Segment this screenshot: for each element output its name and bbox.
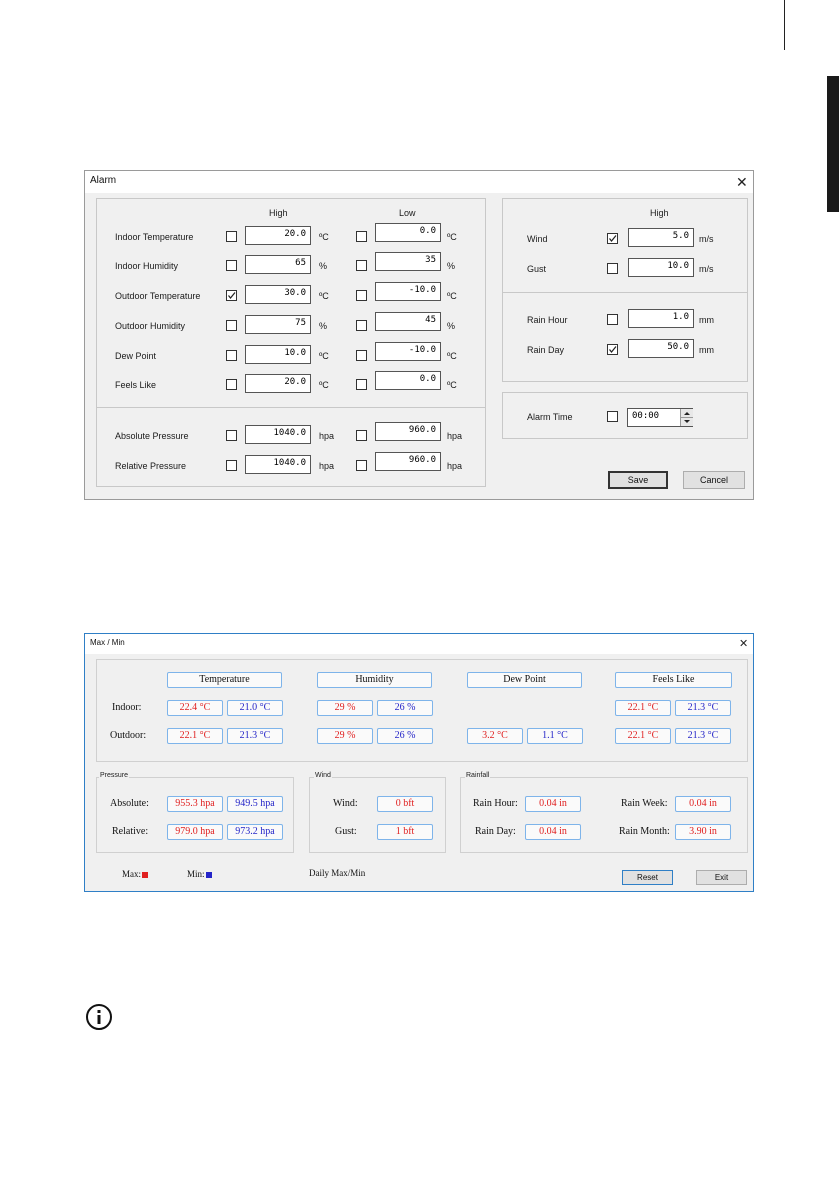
- indoor-temperature-low-value: 0.0: [419, 226, 436, 236]
- max-legend: [122, 869, 148, 879]
- indoor-humidity-high-checkbox[interactable]: [226, 260, 237, 271]
- indoor-temperature-low-input[interactable]: [375, 223, 441, 242]
- reset-button[interactable]: Reset: [622, 870, 673, 885]
- dew-point-high-value: 10.0: [284, 348, 306, 358]
- indoor-humidity-high-value: 65: [295, 258, 306, 268]
- daily-maxmin-mode[interactable]: Daily Max/Min: [309, 868, 366, 878]
- outdoor-dewpoint-min: 1.1 °C: [527, 728, 583, 744]
- rainfall-group-title: Rainfall: [466, 772, 490, 779]
- feels-like-low-unit: ºC: [447, 380, 457, 390]
- maxmin-titlebar: [85, 634, 753, 654]
- dew-point-low-unit: ºC: [447, 351, 457, 361]
- relative-pressure-low-unit: hpa: [447, 461, 463, 471]
- temperature-header: Temperature: [167, 672, 282, 688]
- feels-like-high-unit: ºC: [319, 380, 329, 390]
- rain-week-label: Rain Week:: [621, 798, 668, 809]
- max-color-swatch: [142, 872, 148, 878]
- rain-day-unit: mm: [699, 345, 714, 355]
- wind-input[interactable]: [628, 228, 694, 247]
- absolute-pressure-low-value: 960.0: [408, 425, 436, 435]
- rainfall-group: [460, 777, 748, 853]
- dew-point-low-value: -10.0: [408, 345, 436, 355]
- outdoor-temperature-high-input[interactable]: [245, 285, 311, 304]
- outdoor-humidity-high-checkbox[interactable]: [226, 320, 237, 331]
- high-column-header: High: [269, 208, 288, 218]
- rain-month-label: Rain Month:: [619, 826, 670, 837]
- rain-day-input[interactable]: [628, 339, 694, 358]
- absolute-pressure-high-value: 1040.0: [273, 428, 306, 438]
- absolute-pressure-min: 949.5 hpa: [227, 796, 283, 812]
- wind-max: 0 bft: [377, 796, 433, 812]
- dew-point-high-checkbox[interactable]: [226, 350, 237, 361]
- relative-pressure-min: 973.2 hpa: [227, 824, 283, 840]
- outdoor-feels-min: 21.3 °C: [675, 728, 731, 744]
- rain-hour-checkbox[interactable]: [607, 314, 618, 325]
- gust-unit: m/s: [699, 264, 714, 274]
- outdoor-temperature-label: Outdoor Temperature: [115, 291, 201, 301]
- wind-checkbox[interactable]: [607, 233, 618, 244]
- max-legend-label: Max:: [122, 869, 141, 879]
- alarm-time-value: 00:00: [632, 411, 660, 421]
- rain-day-checkbox[interactable]: [607, 344, 618, 355]
- close-icon[interactable]: ✕: [739, 638, 749, 650]
- outdoor-temperature-high-unit: ºC: [319, 291, 329, 301]
- outdoor-humidity-low-unit: %: [447, 321, 456, 331]
- outdoor-temperature-low-checkbox[interactable]: [356, 290, 367, 301]
- save-button[interactable]: Save: [608, 471, 668, 489]
- rain-day-value: 50.0: [667, 342, 689, 352]
- outdoor-temperature-low-value: -10.0: [408, 285, 436, 295]
- dew-point-label: Dew Point: [115, 351, 157, 361]
- feels-like-low-checkbox[interactable]: [356, 379, 367, 390]
- alarm-dialog: [84, 170, 754, 500]
- indoor-humidity-low-input[interactable]: [375, 252, 441, 271]
- indoor-temp-max: 22.4 °C: [167, 700, 223, 716]
- absolute-pressure-label: Absolute Pressure: [115, 431, 189, 441]
- relative-pressure-max: 979.0 hpa: [167, 824, 223, 840]
- indoor-feels-min: 21.3 °C: [675, 700, 731, 716]
- spinner-arrows-icon: [681, 409, 693, 426]
- cancel-button[interactable]: Cancel: [683, 471, 745, 489]
- feels-like-label: Feels Like: [115, 380, 157, 390]
- absolute-pressure-low-checkbox[interactable]: [356, 430, 367, 441]
- feels-like-high-input[interactable]: [245, 374, 311, 393]
- dew-point-low-input[interactable]: [375, 342, 441, 361]
- indoor-feels-max: 22.1 °C: [615, 700, 671, 716]
- outdoor-humidity-high-unit: %: [319, 321, 328, 331]
- indoor-temperature-low-unit: ºC: [447, 232, 457, 242]
- wind-label: Wind: [527, 234, 548, 244]
- outdoor-temperature-low-unit: ºC: [447, 291, 457, 301]
- time-spinner[interactable]: [680, 409, 693, 426]
- rain-day-label: Rain Day:: [475, 826, 516, 837]
- wind-unit: m/s: [699, 234, 714, 244]
- gust-input[interactable]: [628, 258, 694, 277]
- wind-value: 5.0: [672, 231, 689, 241]
- dew-point-low-checkbox[interactable]: [356, 350, 367, 361]
- relative-pressure-high-checkbox[interactable]: [226, 460, 237, 471]
- group-divider: [502, 292, 748, 293]
- feels-like-high-checkbox[interactable]: [226, 379, 237, 390]
- absolute-pressure-low-input[interactable]: [375, 422, 441, 441]
- relative-pressure-high-value: 1040.0: [273, 458, 306, 468]
- alarm-title: Alarm: [90, 175, 117, 186]
- rain-day-label: Rain Day: [527, 345, 565, 355]
- feels-like-low-input[interactable]: [375, 371, 441, 390]
- outdoor-humidity-label: Outdoor Humidity: [115, 321, 186, 331]
- outdoor-dewpoint-max: 3.2 °C: [467, 728, 523, 744]
- outdoor-humidity-min: 26 %: [377, 728, 433, 744]
- outdoor-temperature-high-value: 30.0: [284, 288, 306, 298]
- maxmin-title: Max / Min: [90, 638, 125, 647]
- maxmin-dialog: [84, 633, 754, 892]
- gust-max: 1 bft: [377, 824, 433, 840]
- relative-pressure-low-value: 960.0: [408, 455, 436, 465]
- relative-pressure-label: Relative Pressure: [115, 461, 187, 471]
- dew-point-high-input[interactable]: [245, 345, 311, 364]
- outdoor-humidity-max: 29 %: [317, 728, 373, 744]
- info-icon: [86, 1004, 112, 1030]
- rain-hour-value: 1.0: [672, 312, 689, 322]
- relative-pressure-high-input[interactable]: [245, 455, 311, 474]
- absolute-pressure-high-checkbox[interactable]: [226, 430, 237, 441]
- rain-hour-input[interactable]: [628, 309, 694, 328]
- language-thumb-tab: [827, 76, 839, 212]
- rain-hour-value: 0.04 in: [525, 796, 581, 812]
- dew-point-high-unit: ºC: [319, 351, 329, 361]
- indoor-temp-min: 21.0 °C: [227, 700, 283, 716]
- outdoor-temp-min: 21.3 °C: [227, 728, 283, 744]
- rain-hour-unit: mm: [699, 315, 714, 325]
- outdoor-humidity-low-input[interactable]: [375, 312, 441, 331]
- indoor-temperature-high-checkbox[interactable]: [226, 231, 237, 242]
- rain-day-value: 0.04 in: [525, 824, 581, 840]
- humidity-header: Humidity: [317, 672, 432, 688]
- indoor-temperature-label: Indoor Temperature: [115, 232, 194, 242]
- outdoor-feels-max: 22.1 °C: [615, 728, 671, 744]
- indoor-humidity-min: 26 %: [377, 700, 433, 716]
- crop-mark: [784, 0, 785, 50]
- relative-pressure-low-input[interactable]: [375, 452, 441, 471]
- outdoor-humidity-high-input[interactable]: [245, 315, 311, 334]
- close-icon[interactable]: ✕: [736, 174, 748, 190]
- indoor-humidity-max: 29 %: [317, 700, 373, 716]
- rain-month-value: 3.90 in: [675, 824, 731, 840]
- alarm-time-checkbox[interactable]: [607, 411, 618, 422]
- wind-label: Wind:: [333, 798, 358, 809]
- pressure-group: [96, 777, 294, 853]
- alarm-time-label: Alarm Time: [527, 412, 573, 422]
- relative-pressure-high-unit: hpa: [319, 461, 335, 471]
- relative-label: Relative:: [112, 826, 149, 837]
- gust-value: 10.0: [667, 261, 689, 271]
- absolute-pressure-high-unit: hpa: [319, 431, 335, 441]
- wind-group: [309, 777, 446, 853]
- indoor-humidity-low-value: 35: [425, 255, 436, 265]
- group-divider: [96, 407, 486, 408]
- outdoor-temperature-high-checkbox[interactable]: [226, 290, 237, 301]
- min-legend: [187, 869, 212, 879]
- absolute-label: Absolute:: [110, 798, 149, 809]
- outdoor-label: Outdoor:: [110, 730, 147, 741]
- gust-checkbox[interactable]: [607, 263, 618, 274]
- indoor-temperature-low-checkbox[interactable]: [356, 231, 367, 242]
- indoor-humidity-high-input[interactable]: [245, 255, 311, 274]
- min-legend-label: Min:: [187, 869, 205, 879]
- indoor-humidity-high-unit: %: [319, 261, 328, 271]
- right-high-column-header: High: [650, 208, 669, 218]
- indoor-temperature-high-value: 20.0: [284, 229, 306, 239]
- indoor-label: Indoor:: [112, 702, 142, 713]
- absolute-pressure-high-input[interactable]: [245, 425, 311, 444]
- min-color-swatch: [206, 872, 212, 878]
- indoor-humidity-label: Indoor Humidity: [115, 261, 179, 271]
- pressure-group-title: Pressure: [100, 772, 129, 779]
- alarm-titlebar: [85, 171, 753, 193]
- outdoor-humidity-low-value: 45: [425, 315, 436, 325]
- rain-hour-label: Rain Hour: [527, 315, 568, 325]
- relative-pressure-low-checkbox[interactable]: [356, 460, 367, 471]
- outdoor-humidity-low-checkbox[interactable]: [356, 320, 367, 331]
- indoor-humidity-low-checkbox[interactable]: [356, 260, 367, 271]
- feels-like-header: Feels Like: [615, 672, 732, 688]
- outdoor-temp-max: 22.1 °C: [167, 728, 223, 744]
- low-column-header: Low: [399, 208, 416, 218]
- gust-label: Gust: [527, 264, 547, 274]
- outdoor-humidity-high-value: 75: [295, 318, 306, 328]
- wind-group-title: Wind: [315, 772, 331, 779]
- gust-label: Gust:: [335, 826, 357, 837]
- feels-like-low-value: 0.0: [419, 374, 436, 384]
- rain-hour-label: Rain Hour:: [473, 798, 518, 809]
- exit-button[interactable]: Exit: [696, 870, 747, 885]
- rain-week-value: 0.04 in: [675, 796, 731, 812]
- indoor-humidity-low-unit: %: [447, 261, 456, 271]
- indoor-temperature-high-input[interactable]: [245, 226, 311, 245]
- dew-point-header: Dew Point: [467, 672, 582, 688]
- absolute-pressure-low-unit: hpa: [447, 431, 463, 441]
- feels-like-high-value: 20.0: [284, 377, 306, 387]
- outdoor-temperature-low-input[interactable]: [375, 282, 441, 301]
- indoor-temperature-high-unit: ºC: [319, 232, 329, 242]
- absolute-pressure-max: 955.3 hpa: [167, 796, 223, 812]
